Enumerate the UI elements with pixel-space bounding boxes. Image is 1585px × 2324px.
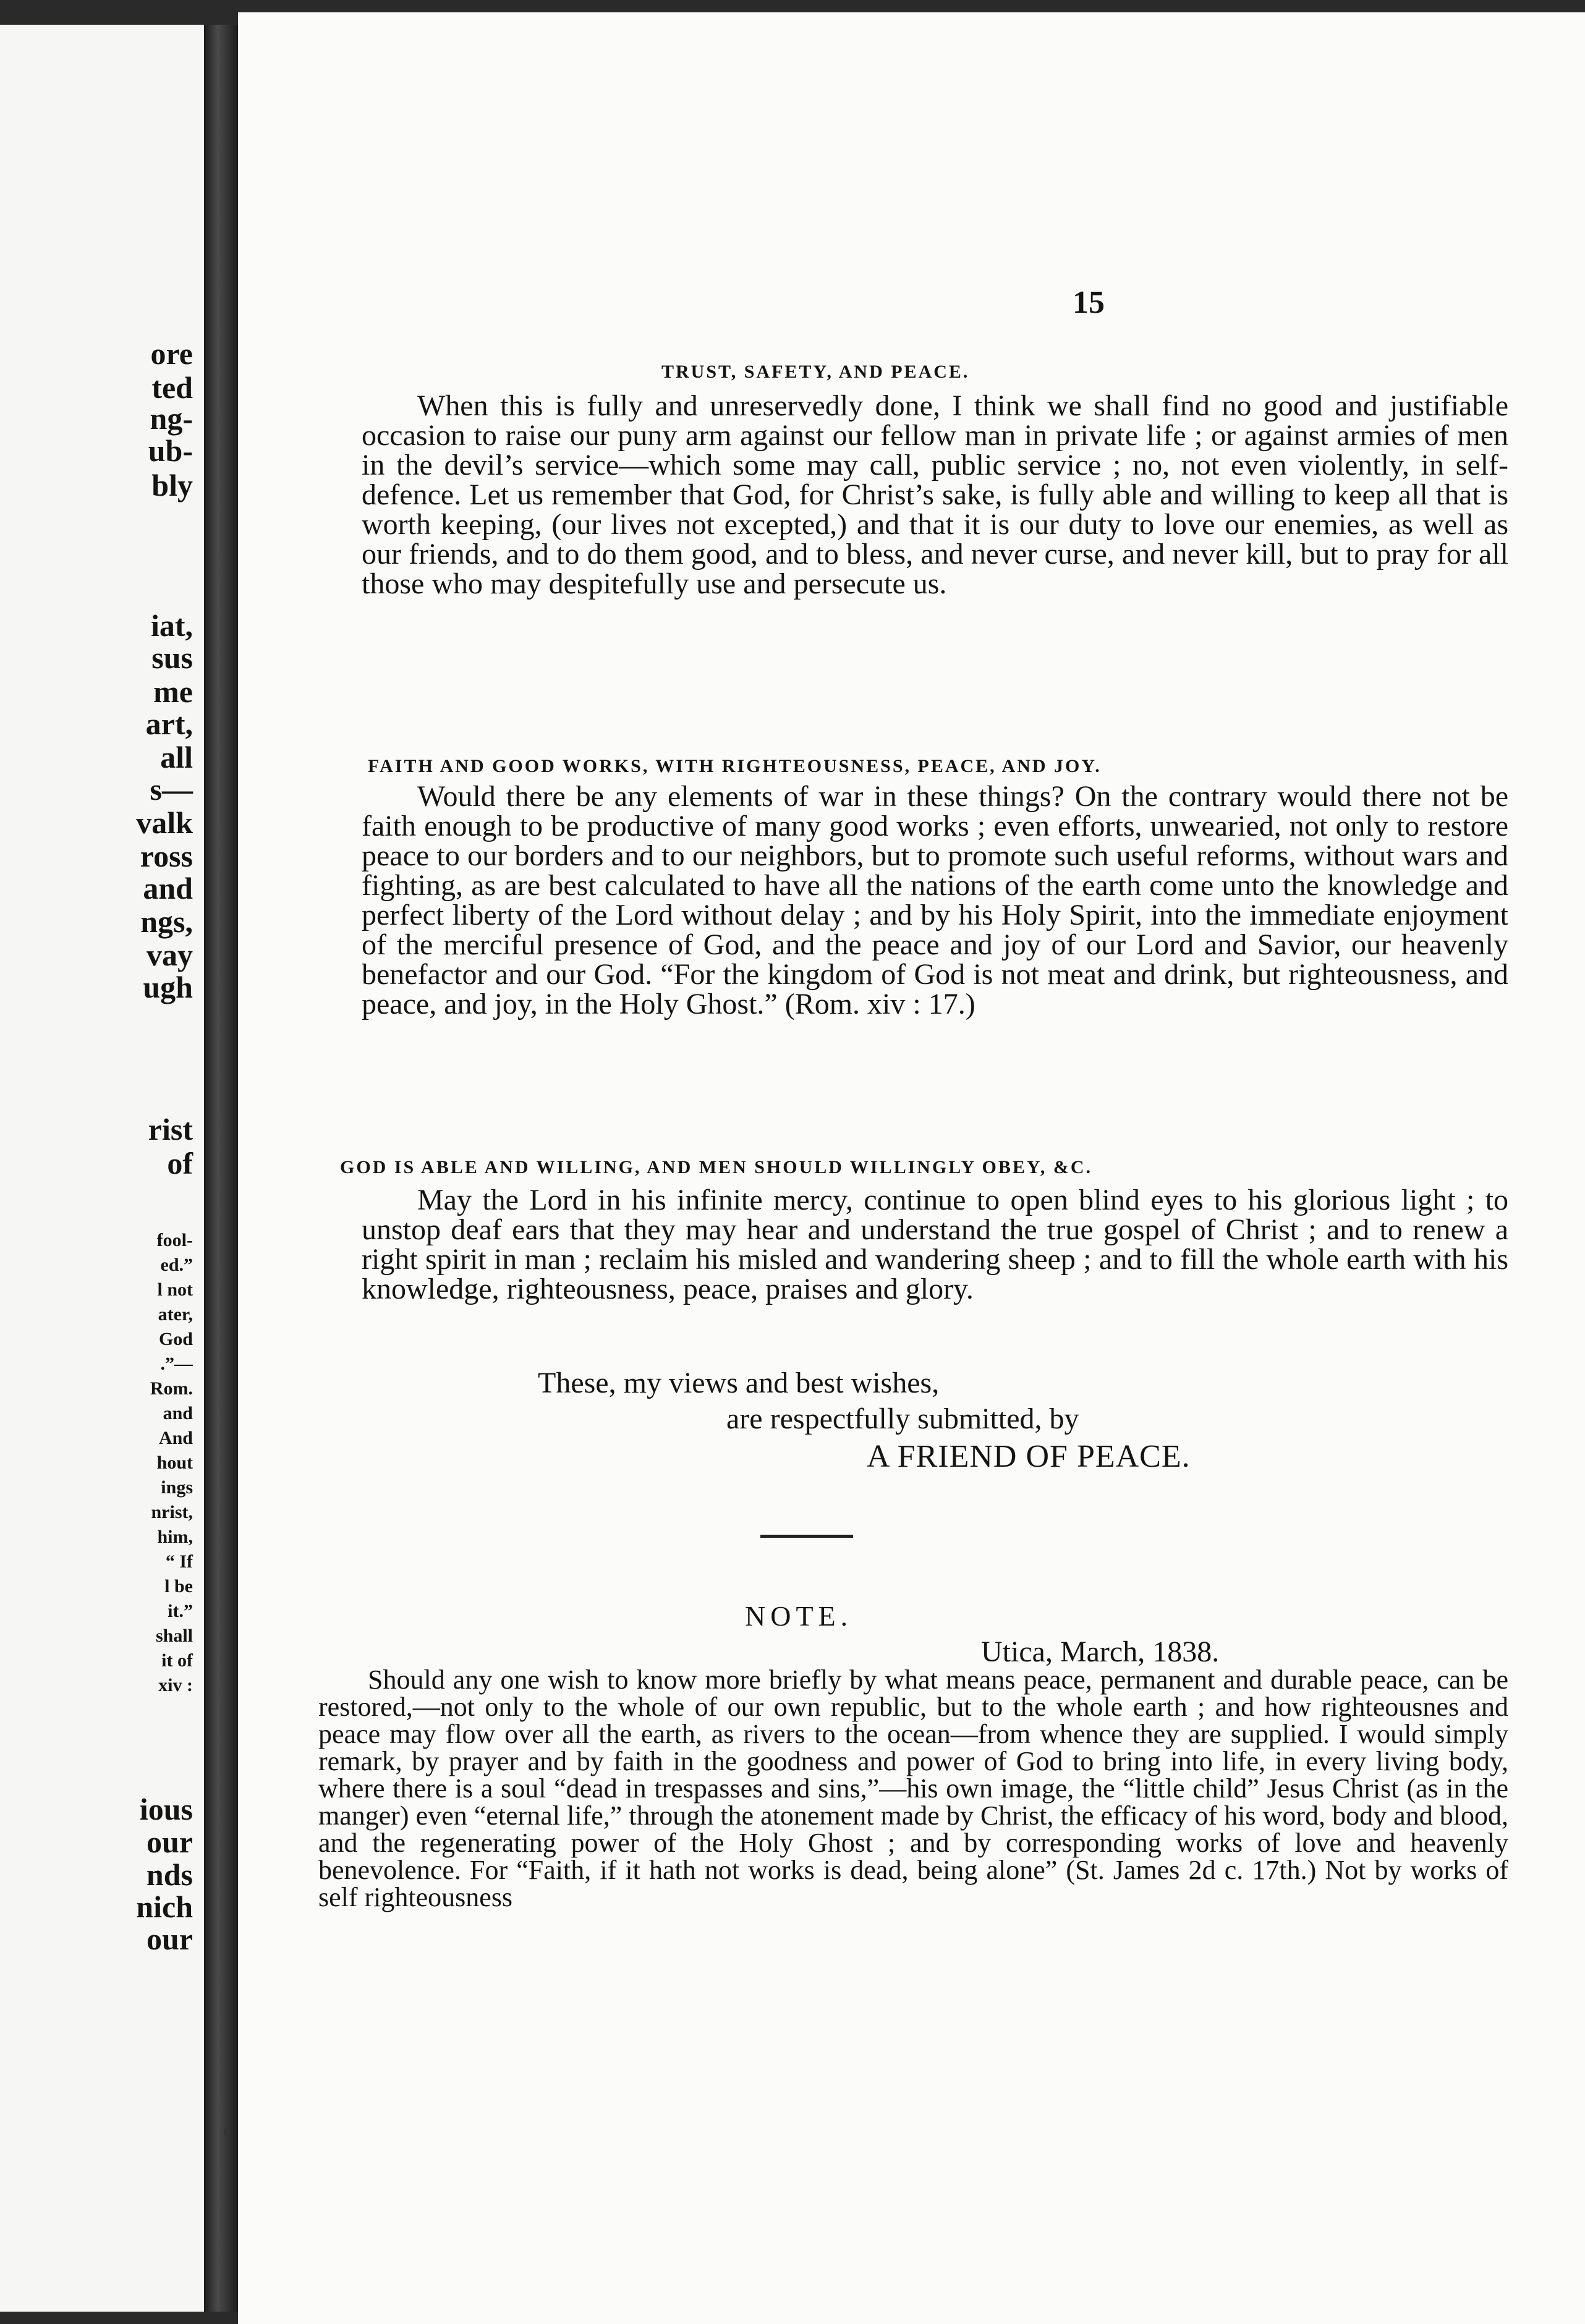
left-page-fragment: me bbox=[153, 674, 193, 709]
left-page-fragment: ross bbox=[140, 839, 193, 873]
left-page-fragment: sus bbox=[151, 640, 193, 675]
left-page-fragment: valk bbox=[136, 805, 193, 840]
left-page-fragment: and bbox=[143, 871, 193, 905]
heading-god-is-able: GOD IS ABLE AND WILLING, AND MEN SHOULD WILLINGLY OBEY, &C. bbox=[340, 1157, 1092, 1177]
left-page-fragment: of bbox=[167, 1146, 193, 1181]
left-page-fragment: nds bbox=[146, 1857, 193, 1892]
closing-line-2: are respectfully submitted, by bbox=[726, 1402, 1079, 1435]
left-page-fragment: “ If bbox=[165, 1551, 193, 1572]
left-page-fragment: rist bbox=[148, 1112, 193, 1147]
note-title: NOTE. bbox=[745, 1600, 853, 1632]
signature: A FRIEND OF PEACE. bbox=[867, 1439, 1191, 1474]
paragraph-god-is-able: May the Lord in his infinite mercy, continue to open blind eyes to his glorious light ; to unstop deaf ears that they may hear and understand the true gospel of Christ ; and to renew a right spirit in man ; reclaim his misled and wandering sheep ; and to fill the whole earth with his knowledge, righteousness, peace, praises and glory. bbox=[362, 1184, 1508, 1305]
left-page-fragment: Rom. bbox=[150, 1378, 193, 1399]
left-page-fragment: fool- bbox=[156, 1230, 193, 1250]
paragraph-faith: Would there be any elements of war in these things? On the contrary would there not be faith enough to be productive of many good works ; even efforts, unwearied, not only to restore peace to our borders and to our neighbors, but to promote such useful reforms, without wars and fighting, as are best calculated to have all the nations of the earth come unto the knowledge and perfect liberty of the Lord without delay ; and by his Holy Spirit, into the immediate enjoyment of the merciful presence of God, and the peace and joy of our Lord and Savior, our heavenly benefactor and our God. “For the kingdom of God is not meat and drink, but righteousness, and peace, and joy, in the Holy Ghost.” (Rom. xiv : 17.) bbox=[362, 780, 1508, 1020]
left-page-fragment: And bbox=[158, 1428, 193, 1448]
left-page-fragment: ore bbox=[150, 336, 193, 371]
left-page-fragment: it.” bbox=[168, 1601, 193, 1621]
left-page-fragment: and bbox=[163, 1403, 193, 1423]
left-page-fragment: iat, bbox=[150, 608, 193, 643]
left-page-fragment: ted bbox=[151, 370, 193, 405]
left-page-fragment: shall bbox=[155, 1626, 193, 1646]
note-dateline: Utica, March, 1838. bbox=[981, 1635, 1220, 1668]
left-page-fragment: ngs, bbox=[140, 904, 193, 939]
left-page-fragment: ious bbox=[139, 1792, 193, 1826]
left-page-fragment: all bbox=[160, 740, 193, 774]
left-page-fragment: our bbox=[147, 1922, 193, 1956]
left-page-fragment: .”— bbox=[160, 1354, 193, 1374]
closing-line-1: These, my views and best wishes, bbox=[538, 1367, 940, 1399]
left-page-fragment: bly bbox=[151, 468, 193, 503]
book-gutter bbox=[204, 25, 238, 2312]
left-page-fragment: ings bbox=[161, 1477, 193, 1498]
left-page-fragment: hout bbox=[156, 1452, 193, 1473]
left-page-fragment: God bbox=[158, 1329, 193, 1349]
left-page-fragment: ng- bbox=[150, 401, 193, 436]
left-facing-page bbox=[0, 25, 204, 2312]
section-divider bbox=[760, 1535, 853, 1538]
page-number: 15 bbox=[1073, 285, 1105, 320]
paragraph-trust: When this is fully and unreservedly done, I think we shall find no good and justifiable occasion to raise our puny arm against our fellow man in private life ; or against armies of men in the devil’s service—which some may call, public service ; no, not even violently, in self-defence. Let us remember that God, for Christ’s sake, is fully able and willing to keep all that is worth keeping, (our lives not excepted,) and that it is our duty to love our enemies, as well as our friends, and to do them good, and to bless, and never curse, and never kill, but to pray for all those who may despitefully use and persecute us. bbox=[362, 389, 1508, 600]
left-page-fragment: vay bbox=[147, 938, 193, 972]
left-page-fragment: it of bbox=[161, 1650, 193, 1671]
page-15 bbox=[238, 12, 1585, 2324]
left-page-fragment: l be bbox=[164, 1576, 193, 1597]
left-page-fragment: xiv : bbox=[158, 1675, 193, 1695]
left-page-fragment: ed.” bbox=[160, 1255, 193, 1275]
paragraph-note: Should any one wish to know more briefly by what means peace, permanent and durable peace, can be restored,—not only to the whole of our own republic, but to the whole earth ; and how righteousnes and peace may flow over all the earth, as rivers to the ocean—from whence they are supplied. I would simply remark, by prayer and by faith in the goodness and power of God to bring into life, in every living body, where there is a soul “dead in trespasses and sins,”—his own image, the “little child” Jesus Christ (as in the manger) even “eternal life,” through the atonement made by Christ, the efficacy of his word, body and blood, and the regenerating power of the Holy Ghost ; and by corresponding works of love and heavenly benevolence. For “Faith, if it hath not works is dead, being alone” (St. James 2d c. 17th.) Not by works of self righteousness bbox=[318, 1665, 1508, 1912]
heading-trust-safety-peace: TRUST, SAFETY, AND PEACE. bbox=[661, 362, 970, 382]
left-page-fragment: s— bbox=[150, 772, 193, 807]
left-page-fragment: our bbox=[147, 1825, 193, 1859]
left-page-fragment: ub- bbox=[148, 433, 193, 468]
heading-faith-good-works: FAITH AND GOOD WORKS, WITH RIGHTEOUSNESS, PEACE, AND JOY. bbox=[368, 756, 1102, 776]
left-page-fragment: art, bbox=[145, 706, 193, 741]
left-page-fragment: l not bbox=[157, 1279, 193, 1300]
left-page-fragment: nich bbox=[136, 1889, 193, 1924]
left-page-fragment: him, bbox=[157, 1527, 193, 1547]
page-blemish bbox=[224, 2127, 230, 2136]
left-page-fragment: ater, bbox=[158, 1304, 193, 1325]
left-page-fragment: ugh bbox=[143, 970, 193, 1004]
left-page-fragment: nrist, bbox=[151, 1502, 193, 1522]
